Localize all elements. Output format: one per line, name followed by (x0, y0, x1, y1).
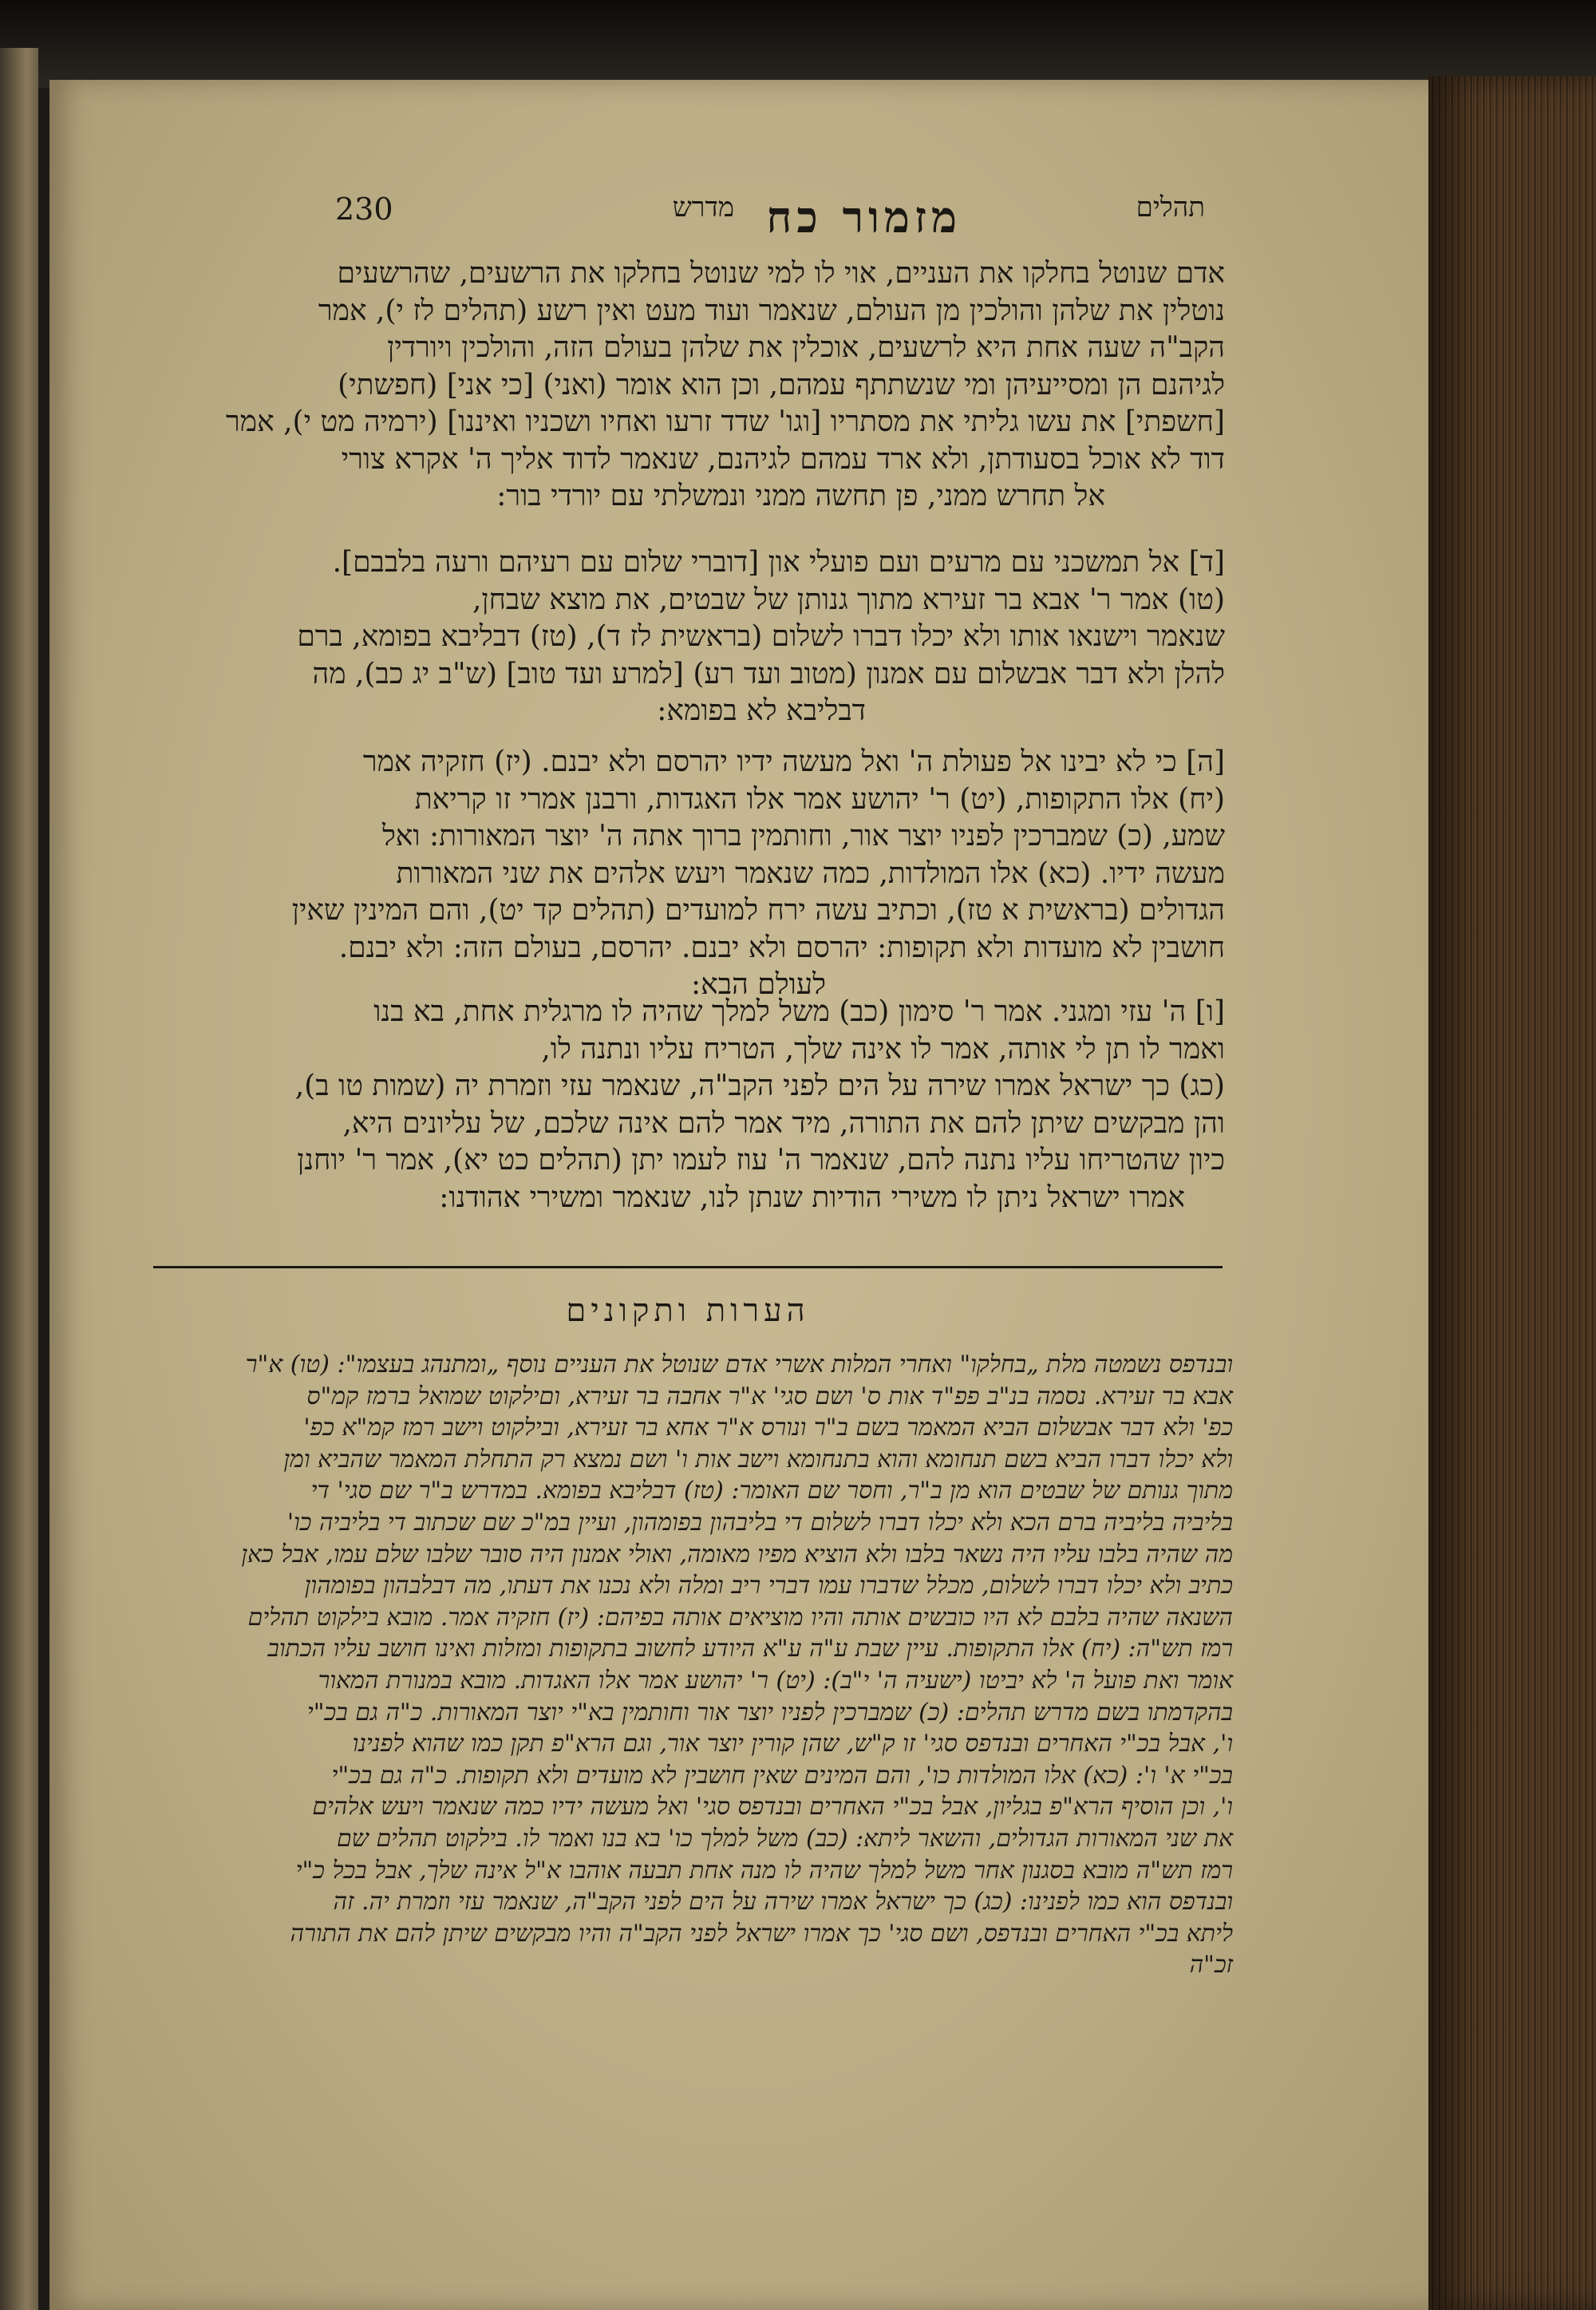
note-line: בליביה בליביה ברם הכא ולא יכלו דברו לשלום די בליבהון בפומהון, ועיין במ"כ שם שכתוב די בליביה כו' (286, 1508, 1233, 1537)
text-line: (כג) כך ישראל אמרו שירה על הים לפני הקב"ה, שנאמר עזי וזמרת יה (שמות טו ב), (294, 1070, 1225, 1102)
text-line: שמע, (כ) שמברכין לפניו יוצר אור, וחותמין ברוך אתה ה' יוצר המאורות: ואל (381, 820, 1225, 852)
text-line: לגיהנם הן ומסייעיהן ומי שנשתתף עמהם, וכן הוא אומר (ואני) [כי אני] (חפשתי) (338, 368, 1225, 401)
note-line: כפ' ולא דבר אבשלום הביא המאמר בשם ב"ר ונורס א"ר אחא בר זעירא, ובילקוט וישב רמז קמ"א כפ' (303, 1414, 1233, 1442)
note-line: אבא בר זעירא. נסמה בנ"ב פפ"ד אות ס' ושם סגי' א"ר אחבה בר זעירא, וםילקוט שמואל ברמז קמ"ס (306, 1382, 1233, 1410)
text-line: מעשה ידיו. (כא) אלו המולדות, כמה שנאמר ויעש אלהים את שני המאורות (396, 856, 1225, 890)
text-line: והן מבקשים שיתן להם את התורה, מיד אמר להם אינה שלכם, של עליונים היא, (342, 1106, 1225, 1140)
note-line: רמז תש"ה מובא בסגנון אחר משל למלך שהיה לו מנה אחת תבעה אוהבו א"ל אינה שלך, אבל בכל כ"י (295, 1856, 1233, 1885)
text-block-4 (152, 994, 1225, 1216)
section-divider (153, 1266, 1223, 1268)
text-line: דבליבא לא בפומא: (657, 694, 866, 727)
text-line: אדם שנוטל בחלקו את העניים, אוי לו למי שנוטל בחלקו את הרשעים, שהרשעים (337, 257, 1225, 290)
note-line: ליתא בכ"י האחרים ובנדפס, ושם סגי' כך אמרו ישראל לפני הקב"ה והיו מבקשים שיתן להם את התורה (290, 1919, 1233, 1948)
note-line: בכ"י א' ו': (כא) אלו המולדות כו', והם המינים שאין חושבין לא מועדים ולא תקופות. כ"ה גם בכ"י (331, 1761, 1233, 1790)
text-block-2 (152, 544, 1225, 730)
text-line: (טו) אמר ר' אבא בר זעירא מתוך גנותן של שבטים, את מוצא שבחן, (472, 583, 1225, 616)
text-line: ואמר לו תן לי אותה, אמר לו אינה שלך, הטריח עליו ונתנה לו, (541, 1032, 1225, 1066)
note-line: ו', וכן הוסיף הרא"פ בגליון, אבל בכ"י האחרים ובנדפס סגי' ואל מעשה ידיו כמה שנאמר ויעש אלהים (312, 1793, 1233, 1821)
text-line: נוטלין את שלהן והולכין מן העולם, שנאמר ועוד מעט ואין רשע (תהלים לז י), אמר (318, 294, 1225, 327)
header-midrash: מדרש (672, 192, 734, 223)
note-line: זכ"ה (1189, 1951, 1233, 1980)
note-line: מתוך גנותם של שבטים הוא מן ב"ר, וחסר שם האומר: (טז) דבליבא בפומא. במדרש ב"ר שם סגי' די (310, 1477, 1233, 1505)
note-line: בהקדמתו בשם מדרש תהלים: (כ) שמברכין לפניו יוצר אור וחותמין בא"י יוצר המאורות. כ"ה גם בכ"י (306, 1698, 1233, 1727)
text-line: חושבין לא מועדות ולא תקופות: יהרסם ולא יבנם. יהרסם, בעולם הזה: ולא יבנם. (338, 931, 1225, 964)
note-line: ולא יכלו דברו הביא בשם תנחומא והוא בתנחומא וישב אות ו' ושם נמצא רק התחלת המאמר שהביא ומן (283, 1445, 1233, 1473)
header-psalms: תהלים (1136, 192, 1205, 223)
text-line: אל תחרש ממני, פן תחשה ממני ונמשלתי עם יורדי בור: (496, 480, 1105, 512)
note-line: ובנדפס הוא כמו לפנינו: (כג) כך ישראל אמרו שירה על הים לפני הקב"ה, שנאמר עזי וזמרת יה. זה (333, 1888, 1233, 1916)
text-line: [ה] כי לא יבינו אל פעולת ה' ואל מעשה ידיו יהרסם ולא יבנם. (יז) חזקיה אמר (362, 746, 1225, 778)
text-line: הקב"ה שעה אחת היא לרשעים, אוכלין את שלהן בעולם הזה, והולכין ויורדין (387, 331, 1225, 364)
running-header (335, 192, 1205, 247)
note-line: רמז תש"ה: (יח) אלו התקופות. עיין שבת ע"ה ע"א היודע לחשוב בתקופות ומזלות ואינו חושב עליו הכתוב (267, 1635, 1233, 1663)
text-line: לעולם הבא: (691, 968, 826, 1001)
text-line: הגדולים (בראשית א טז), וכתיב עשה ירח למועדים (תהלים קד יט), והם המינין שאין (291, 894, 1225, 927)
text-block-1 (152, 255, 1225, 516)
text-line: כיון שהטריחו עליו נתנה להם, שנאמר ה' עוז לעמו יתן (תהלים כט יא), אמר ר' יוחנן (297, 1144, 1225, 1177)
text-line: להלן ולא דבר אבשלום עם אמנון (מטוב ועד רע) [למרע ועד טוב] (ש"ב יג כב), מה (312, 657, 1225, 690)
note-line: את שני המאורות הגדולים, והשאר ליתא: (כב) משל למלך כו' בא בנו ואמר לו. בילקוט תהלים שם (336, 1824, 1233, 1853)
text-line: [ד] אל תמשכני עם מרעים ועם פועלי און [דוברי שלום עם רעיהם ורעה בלבבם]. (332, 546, 1225, 579)
book-page-edges (1428, 76, 1596, 2310)
note-line: ובנדפס נשמטה מלת „בחלקו" ואחרי המלות אשרי אדם שנוטל את העניים נוסף „ומתנהג בעצמו": (טו) א"ר (245, 1351, 1233, 1378)
note-line: ו', אבל בכ"י האחרים ובנדפס סגי' זו ק"ש, שהן קורין יוצר אור, וגם הרא"פ תקן כמו שהוא לפנינו (352, 1730, 1233, 1758)
text-line: (יח) אלו התקופות, (יט) ר' יהושע אמר אלו האגדות, ורבנן אמרי זו קריאת (414, 782, 1225, 816)
text-line: שנאמר וישנאו אותו ולא יכלו דברו לשלום (בראשית לז ד), (טז) דבליבא בפומא, ברם (297, 620, 1225, 653)
text-line: [חשפתי] את עשו גליתי את מסתריו [וגו' שדד זרעו ואחיו ושכניו ואיננו] (ירמיה מט י), אמר (226, 405, 1225, 438)
text-line: דוד לא אוכל בסעודתן, ולא ארד עמהם לגיהנם, שנאמר לדוד אליך ה' אקרא צורי (341, 442, 1225, 476)
note-line: אומר ואת פועל ה' לא יביטו (ישעיה ה' י"ב): (יט) ר' יהושע אמר אלו האגדות. מובא במנורת המאור (318, 1666, 1233, 1695)
text-line: [ו] ה' עזי ומגני. אמר ר' סימון (כב) משל למלך שהיה לו מרגלית אחת, בא בנו (373, 995, 1225, 1028)
text-line: אמרו ישראל ניתן לו משירי הודיות שנתן לנו, שנאמר ומשירי אהודנו: (439, 1181, 1185, 1214)
background-top (0, 0, 1596, 88)
facing-page-edge (0, 48, 38, 2310)
text-block-3 (152, 744, 1225, 1004)
note-line: כתיב ולא יכלו דברו לשלום, מכלל שדברו עמו דברי ריב ומלה ולא נכנו את דעתו, מה דבלבהון בפומהון (304, 1572, 1233, 1600)
note-line: השנאה שהיה בלבם לא היו כובשים אותה והיו מוציאים אותה בפיהם: (יז) חזקיה אמר. מובא בילקוט תהלים (247, 1603, 1233, 1632)
page-number: 230 (335, 192, 393, 227)
notes-title: הערות ותקונים (566, 1292, 810, 1329)
header-mizmor: מזמור כח (766, 192, 962, 243)
note-line: מה שהיה בלבו עליו היה נשאר בלבו ולא הוציא מפיו מאומה, ואולי אמנון היה סובר שלבו שלם עמו, אבל כאן (241, 1540, 1233, 1568)
notes-block (136, 1349, 1233, 1981)
